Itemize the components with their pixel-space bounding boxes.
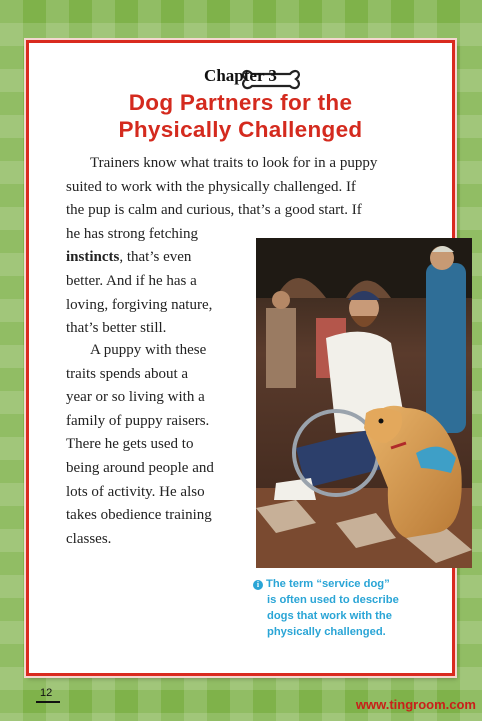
text-line: suited to work with the physically challenged. If (66, 178, 356, 195)
text-line: year or so living with a (66, 389, 205, 406)
photo-caption (253, 576, 453, 640)
text-line: classes. (66, 530, 112, 547)
page-number-rule (36, 701, 60, 703)
page-number: 12 (40, 687, 53, 699)
service-dog-photo (256, 238, 472, 568)
text-line: takes obedience training (66, 507, 212, 524)
info-icon: i (253, 580, 263, 590)
text-line: traits spends about a (66, 365, 189, 382)
caption-line: dogs that work with the (267, 610, 392, 622)
caption-text: The term “service dog” (266, 578, 390, 590)
chapter-title (29, 89, 452, 143)
caption-line: is often used to describe (267, 594, 399, 606)
text-line: better. And if he has a (66, 272, 197, 289)
title-line: Physically Challenged (118, 117, 363, 142)
text-line: Trainers know what traits to look for in a puppy (90, 155, 378, 171)
watermark: www.tingroom.com (355, 697, 476, 712)
bold-term: instincts (66, 249, 120, 266)
text-line: lots of activity. He also (66, 483, 205, 500)
chapter-label: Chapter 3 (204, 66, 277, 85)
text-line: A puppy with these (90, 342, 207, 358)
caption-line: physically challenged. (267, 626, 386, 638)
caption-line (253, 576, 453, 592)
book-page (26, 40, 455, 676)
paragraph-2 (66, 339, 256, 551)
title-line: Dog Partners for the (128, 90, 353, 115)
text-fragment: , that’s even (119, 249, 192, 266)
text-line: the pup is calm and curious, that’s a good start. If (66, 202, 362, 219)
text-line: being around people and (66, 459, 214, 476)
text-line: that’s better still. (66, 320, 167, 337)
text-line: loving, forgiving nature, (66, 296, 213, 313)
text-line: There he gets used to (66, 436, 194, 453)
text-line: he has strong fetching (66, 225, 199, 242)
text-line: family of puppy raisers. (66, 412, 210, 429)
